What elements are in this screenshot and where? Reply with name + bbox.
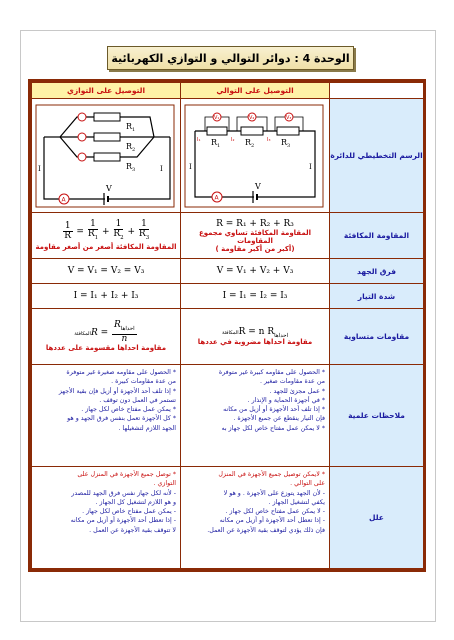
parallel-note-line: * إذا تلف أحد الأجهزة أو أزيل فإن بقية الأجهز [58,387,176,395]
row-label-equivalent: المقاومة المكافئة [330,213,424,259]
series-reason-line: فإن ذلك يؤدي لتوقف بقية الأجهزة عن العمل. [207,526,325,534]
parallel-notes [32,365,181,467]
parallel-note-line: الجهد اللازم لتشغيلها . [118,424,176,432]
series-equivalent-formula: R = R₁ + R₂ + R₃ [216,218,294,229]
label-r2: $R_2$ [126,141,136,153]
row-label-notes: ملاحظات علمية [330,365,424,467]
series-equal-cell [181,309,330,365]
header-series: التوصيل على التوالي [181,83,330,99]
series-reason-line: على التوالي . [290,480,325,488]
series-label-i-left: I [189,162,192,171]
parallel-equal-note: مقاومة احداها مقسومة على عددها [45,343,167,352]
parallel-current: I = I₁ + I₂ + I₃ [32,284,181,309]
series-reason-line: يكفي لتشغيل الجهاز . [268,498,325,506]
series-note-line: من عدة مقاومات صغير . [259,378,325,386]
ammeter-label: A [61,196,66,203]
series-note-line: * الحصول على مقاومه كبيرة غير متوفرة [218,369,325,376]
series-reason-line: - لأن الجهد يتوزع على الأجهزة . و هو لا [223,489,325,497]
label-i-right: I [160,164,163,173]
parallel-reason-line: و هو اللازم لتشغيل كل الجهاز . [95,498,176,506]
parallel-reasons [32,467,181,569]
header-empty [330,83,424,99]
series-equal-note: مقاومة احداها مضروبة في عددها [197,338,313,347]
series-equal-formula: المكافئةR = n $R_{احداها}$ [221,326,289,339]
series-note-line: * إذا تلف أحد الأجهزة أو أزيل من مكانه [223,406,325,414]
series-circuit-diagram [181,101,327,211]
row-label-current: شدة التيار [330,284,424,309]
parallel-equivalent-note: المقاومة المكافئة أصغر من أصغر مقاومة [35,242,177,251]
label-i3: I₃ [267,136,271,143]
parallel-note-line: تستمر في العمل دون توقف . [99,396,176,404]
parallel-reason-line: - لأنه لكل جهاز نفس فرق الجهد للمصدر [71,489,176,497]
row-label-equal-resistors: مقاومات متساوية [330,309,424,365]
parallel-equivalent-formula: $\frac{1}{R}$ = $\frac{1}{R_1}$ + $\frac{1}{R_2}$ + $\frac{1}{R_3}$ [64,219,150,241]
label-v3: V₃ [286,114,292,121]
series-label-v: V [255,181,261,191]
series-circuit-cell [181,99,330,213]
parallel-circuit-diagram [32,101,178,211]
parallel-reason-line: * توصل جميع الأجهزة في المنزل على [77,471,176,478]
parallel-reason-line: - يمكن عمل مفتاح خاص لكل جهاز . [82,508,176,516]
label-i1: I₁ [197,136,201,143]
parallel-reason-line: التوازي . [153,480,176,488]
parallel-note-line: من عدة مقاومات كبيرة . [111,378,176,386]
series-notes [181,365,330,467]
parallel-reason-line: لا تتوقف بقية الأجهزة عن العمل . [89,526,176,534]
page-title: الوحدة 4 : دوائر التوالي و التوازي الكهربائية [111,51,350,65]
header-parallel: التوصيل على التوازي [32,83,181,99]
row-label-reasons: علل [330,467,424,569]
series-ammeter-label: A [214,194,219,201]
label-v2: V₂ [249,114,255,121]
parallel-reason-line: - إذا تعطل أحد الأجهزة أو أزيل من مكانه [70,517,176,525]
series-label-r1: $R_1$ [211,137,221,149]
series-label-r3: $R_3$ [281,137,291,149]
label-v1: V₁ [214,114,220,121]
parallel-equal-formula: المكافئةR = $\frac{R_{احداها}}{n}$ [74,320,135,344]
series-equivalent-note-2: (أكبر من أكبر مقاومة ) [215,244,295,253]
parallel-note-line: * يمكن عمل مفتاح خاص لكل جهاز . [81,406,176,414]
series-reason-line: * لايمكن توصيل جميع الأجهزة في المنزل [218,471,325,478]
parallel-equal-cell [32,309,181,365]
series-note-line: * لا يمكن عمل مفتاح خاص لكل جهاز به [221,424,325,432]
series-equivalent-cell [181,213,330,259]
parallel-equivalent-cell [32,213,181,259]
label-r3: $R_3$ [126,161,136,173]
series-label-r2: $R_2$ [245,137,255,149]
parallel-note-line: * الحصول على مقاومه صغيرة غير متوفرة [66,369,176,376]
label-i-left: I [38,164,41,173]
series-reason-line: - لا يمكن عمل مفتاح خاص لكل جهاز . [225,508,325,516]
series-note-line: * في أجهزة الحماية و الإنذار . [247,396,325,404]
series-current: I = I₁ = I₂ = I₃ [181,284,330,309]
parallel-voltage: V = V₁ = V₂ = V₃ [32,259,181,284]
row-label-voltage: فرق الجهد [330,259,424,284]
parallel-circuit-cell [32,99,181,213]
label-i2: I₂ [231,136,235,143]
series-note-line: * عمل مجزئ للجهد . [269,387,325,395]
label-v: V [106,183,112,193]
series-equivalent-note-1: المقاومة المكافئة تساوي مجموع المقاومات [198,228,312,245]
title-banner [107,46,354,70]
series-reason-line: - إذا تعطل أحد الأجهزة أو أزيل من مكانه [219,517,325,525]
series-label-i-right: I [309,162,312,171]
comparison-table [28,79,426,572]
parallel-note-line: * كل الأجهزة تعمل بنفس فرق الجهد و هو [67,415,176,423]
row-label-diagram: الرسم التخطيطي للدائرة [330,99,424,213]
page-frame [20,30,436,622]
series-voltage: V = V₁ + V₂ + V₃ [181,259,330,284]
series-reasons [181,467,330,569]
label-r1: $R_1$ [126,121,136,133]
series-note-line: فإن التيار ينقطع عن جميع الأجهزة . [233,415,325,423]
